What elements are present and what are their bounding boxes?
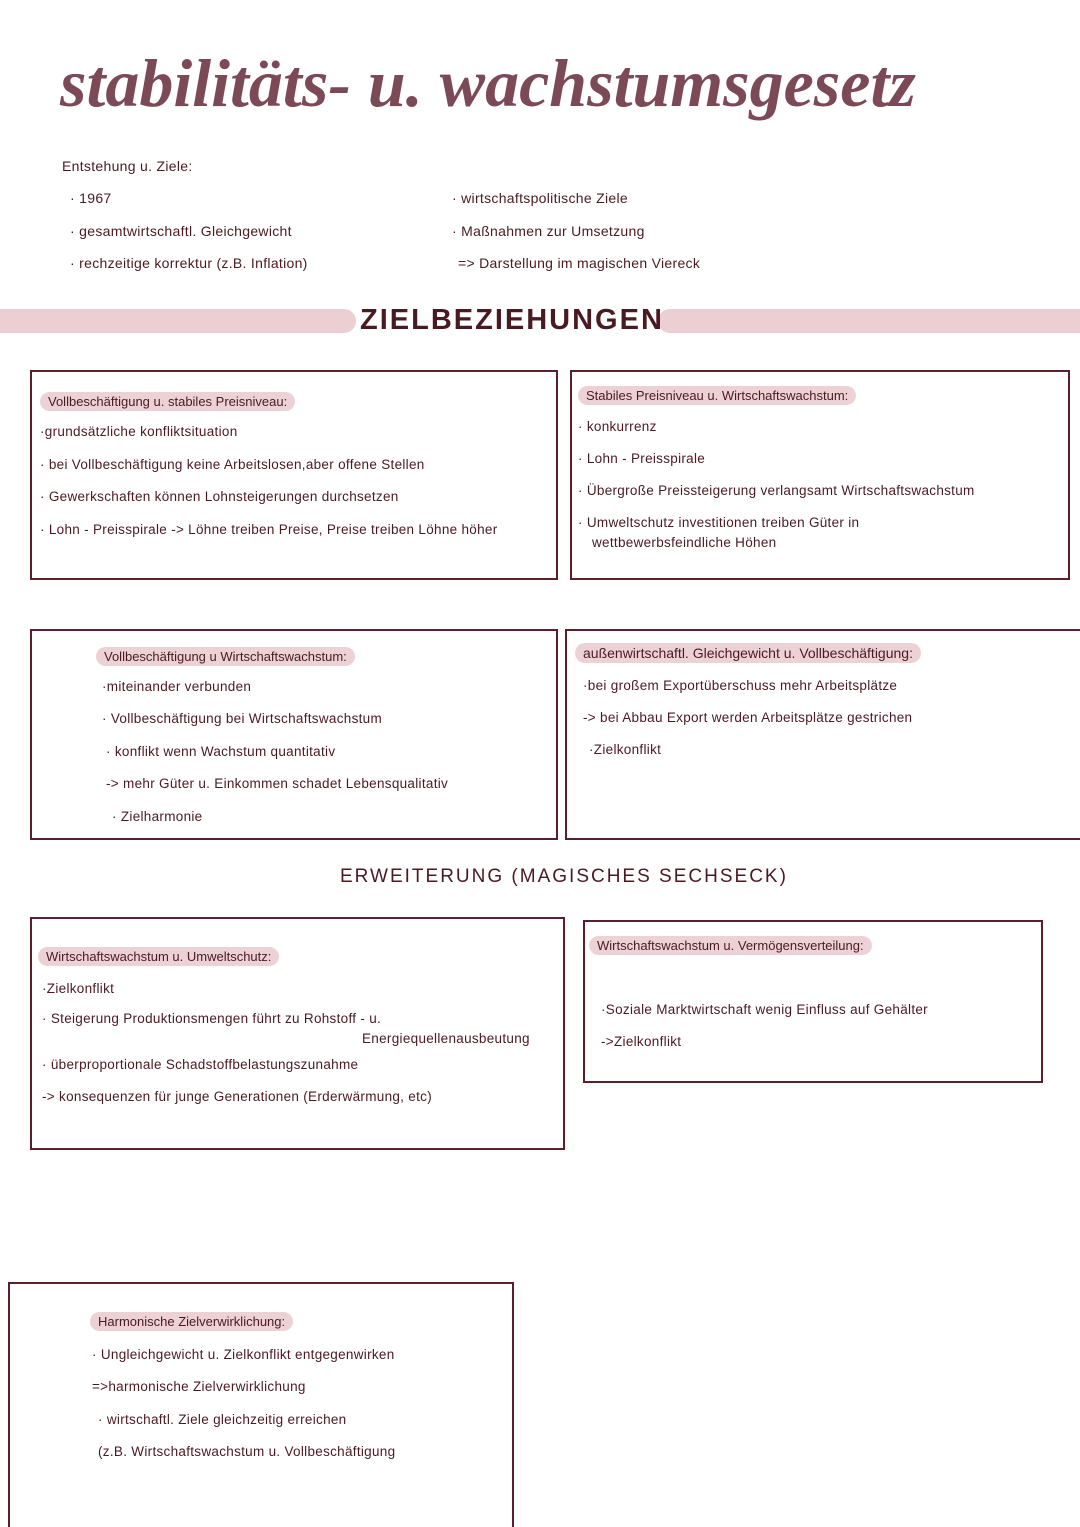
box-line: wettbewerbsfeindliche Höhen (592, 535, 777, 550)
box-line: · Gewerkschaften können Lohnsteigerungen durchsetzen (40, 489, 399, 504)
box-line: -> bei Abbau Export werden Arbeitsplätze gestrichen (583, 710, 913, 725)
box-title: Harmonische Zielverwirklichung: (90, 1312, 293, 1331)
intro-item: · gesamtwirtschaftl. Gleichgewicht (70, 223, 292, 239)
box-line: · bei Vollbeschäftigung keine Arbeitslosen,aber offene Stellen (40, 457, 425, 472)
box-line: ·bei großem Exportüberschuss mehr Arbeitsplätze (583, 678, 898, 693)
box-line: · Vollbeschäftigung bei Wirtschaftswachstum (102, 711, 383, 726)
box-line: ·miteinander verbunden (102, 679, 252, 694)
box-line: · Steigerung Produktionsmengen führt zu Rohstoff - u. (42, 1011, 382, 1026)
box-line: ->Zielkonflikt (601, 1034, 682, 1049)
box-title: außenwirtschaftl. Gleichgewicht u. Vollbeschäftigung: (575, 643, 921, 663)
box-line: =>harmonische Zielverwirklichung (92, 1379, 306, 1394)
intro-item: · wirtschaftspolitische Ziele (452, 190, 628, 206)
divider-band-right (658, 309, 1080, 333)
box-title: Vollbeschäftigung u. stabiles Preisniveau: (40, 392, 295, 411)
intro-item: => Darstellung im magischen Viereck (458, 255, 701, 271)
note-box (30, 370, 558, 580)
box-line: · Ungleichgewicht u. Zielkonflikt entgegenwirken (92, 1347, 395, 1362)
box-line: ·Soziale Marktwirtschaft wenig Einfluss auf Gehälter (601, 1002, 928, 1017)
note-box (30, 629, 558, 840)
note-box (30, 917, 565, 1150)
box-line: · konflikt wenn Wachstum quantitativ (106, 744, 336, 759)
box-line: (z.B. Wirtschaftswachstum u. Vollbeschäftigung (98, 1444, 396, 1459)
box-line: · Übergroße Preissteigerung verlangsamt Wirtschaftswachstum (578, 483, 975, 498)
extension-heading: ERWEITERUNG (MAGISCHES SECHSECK) (340, 866, 788, 887)
box-title: Wirtschaftswachstum u. Vermögensverteilung: (589, 936, 872, 955)
note-box (8, 1282, 514, 1527)
box-title: Wirtschaftswachstum u. Umweltschutz: (38, 947, 279, 966)
section-heading: ZIELBEZIEHUNGEN (360, 304, 664, 336)
box-line: -> mehr Güter u. Einkommen schadet Lebensqualitativ (106, 776, 449, 791)
box-title: Vollbeschäftigung u Wirtschaftswachstum: (96, 647, 355, 666)
box-line: · Umweltschutz investitionen treiben Güter in (578, 515, 860, 530)
note-box (583, 920, 1043, 1083)
intro-item: · 1967 (70, 190, 112, 206)
box-line: · überproportionale Schadstoffbelastungszunahme (42, 1057, 359, 1072)
box-line: · Zielharmonie (112, 809, 203, 824)
intro-item: · rechzeitige korrektur (z.B. Inflation) (70, 255, 308, 271)
box-title: Stabiles Preisniveau u. Wirtschaftswachstum: (578, 386, 856, 405)
box-line: · wirtschaftl. Ziele gleichzeitig erreichen (98, 1412, 347, 1427)
box-line: ·grundsätzliche konfliktsituation (40, 424, 238, 439)
note-box (570, 370, 1070, 580)
box-line: ·Zielkonflikt (589, 742, 662, 757)
box-line: · Lohn - Preisspirale -> Löhne treiben Preise, Preise treiben Löhne höher (40, 522, 498, 537)
page-title: stabilitäts- u. wachstumsgesetz (60, 45, 916, 121)
box-line: · Lohn - Preisspirale (578, 451, 706, 466)
intro-item: · Maßnahmen zur Umsetzung (452, 223, 645, 239)
divider-band-left (0, 309, 356, 333)
box-line: -> konsequenzen für junge Generationen (Erderwärmung, etc) (42, 1089, 432, 1104)
box-line: · konkurrenz (578, 419, 657, 434)
box-line: ·Zielkonflikt (42, 981, 115, 996)
intro-label: Entstehung u. Ziele: (62, 158, 193, 174)
note-box (565, 629, 1080, 840)
box-line: Energiequellenausbeutung (362, 1031, 530, 1046)
